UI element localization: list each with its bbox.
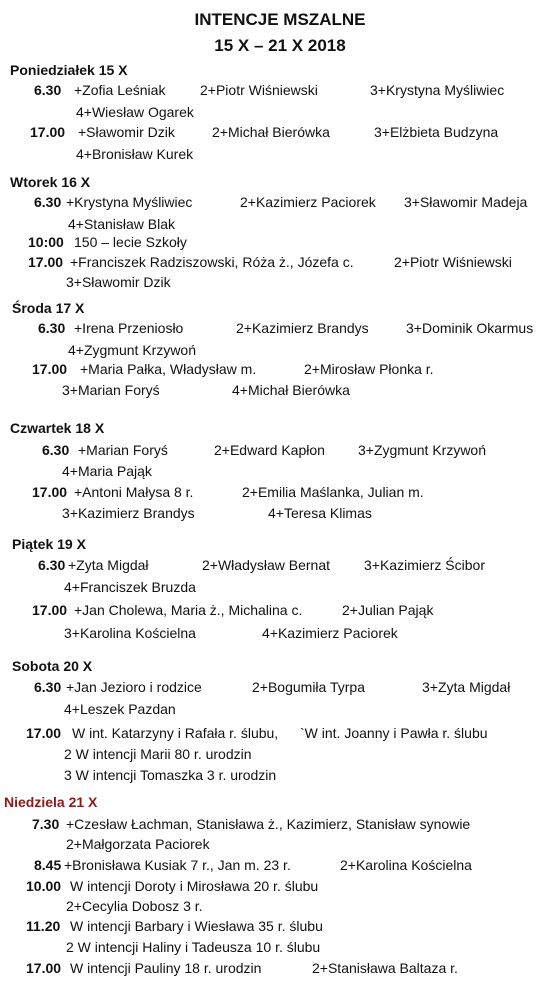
mass-time: 6.30: [42, 442, 70, 458]
mass-time: 11.20: [26, 918, 61, 934]
day-heading-thursday: Czwartek 18 X: [10, 420, 105, 436]
intention: 3+Sławomir Dzik: [66, 274, 171, 290]
mass-line: [42, 442, 486, 458]
intention: 150 – lecie Szkoły: [74, 234, 187, 250]
intention: W int. Katarzyny i Rafała r. ślubu,: [72, 725, 279, 741]
intention: 4+Maria Pająk: [62, 463, 152, 479]
mass-line: [32, 361, 434, 377]
intention: 3+Kazimierz Ścibor: [364, 557, 485, 573]
intention: 2+Piotr Wiśniewski: [394, 254, 512, 270]
intention: 3+Sławomir Madeja: [404, 194, 528, 210]
mass-line: [26, 878, 319, 894]
intention: 3+Zyta Migdał: [422, 679, 511, 695]
mass-time: 10.00: [26, 878, 62, 894]
intention: 4+Leszek Pazdan: [64, 701, 176, 717]
intention: 4+Teresa Klimas: [268, 505, 372, 521]
mass-time: 17.00: [32, 602, 68, 618]
intention: 2+Edward Kapłon: [214, 442, 325, 458]
mass-line: [64, 625, 398, 641]
mass-time: 17.00: [26, 725, 62, 741]
intention: 2+Władysław Bernat: [202, 557, 331, 573]
intention: 3+Krystyna Myśliwiec: [370, 82, 505, 98]
day-heading-friday: Piątek 19 X: [12, 536, 86, 552]
intention: +Bronisława Kusiak 7 r., Jan m. 23 r.: [64, 857, 291, 873]
intention: 4+Franciszek Bruzda: [64, 579, 196, 595]
intention: W intencji Pauliny 18 r. urodzin: [70, 960, 262, 976]
intention: 3+Marian Foryś: [62, 382, 160, 398]
mass-line: [62, 505, 372, 521]
mass-time: 6.30: [34, 679, 62, 695]
mass-line: [34, 679, 511, 695]
intention: 4+Kazimierz Paciorek: [262, 625, 398, 641]
day-heading-monday: Poniedziałek 15 X: [10, 62, 128, 78]
day-heading-sunday: Niedziela 21 X: [4, 794, 98, 810]
intention: 2 W intencji Marii 80 r. urodzin: [64, 746, 252, 762]
intention: 3+Elżbieta Budzyna: [374, 124, 499, 140]
intention: `W int. Joanny i Pawła r. ślubu: [300, 725, 488, 741]
intention: 2+Karolina Kościelna: [340, 857, 472, 873]
mass-time: 17.00: [32, 484, 68, 500]
intention: 2+Michał Bierówka: [212, 124, 330, 140]
mass-time: 17.00: [30, 124, 66, 140]
mass-time: 17.00: [26, 960, 62, 976]
intention: 2+Cecylia Dobosz 3 r.: [66, 898, 203, 914]
intention: +Franciszek Radziszowski, Róża ż., Józefa c.: [70, 254, 354, 270]
intention: +Marian Foryś: [78, 442, 168, 458]
mass-line: [32, 602, 434, 618]
mass-line: [26, 960, 458, 976]
mass-time: 7.30: [32, 816, 60, 832]
mass-time: 17.00: [28, 254, 64, 270]
day-heading-tuesday: Wtorek 16 X: [10, 174, 91, 190]
intention: +Zofia Leśniak: [74, 82, 166, 98]
intention: 4+Stanisław Blak: [68, 216, 176, 232]
intention: 3+Zygmunt Krzywoń: [358, 442, 486, 458]
intention: +Czesław Łachman, Stanisława ż., Kazimierz, Stanisław synowie: [66, 816, 471, 832]
intention: W intencji Barbary i Wiesława 35 r. ślubu: [70, 918, 323, 934]
intention: 2+Emilia Maślanka, Julian m.: [242, 484, 424, 500]
intention: 3+Dominik Okarmus: [406, 320, 534, 336]
day-heading-wednesday: Środa 17 X: [12, 300, 85, 316]
intention: 2+Kazimierz Brandys: [236, 320, 369, 336]
mass-time: 6.30: [38, 557, 66, 573]
intention: +Jan Cholewa, Maria ż., Michalina c.: [74, 602, 303, 618]
mass-line: [30, 124, 499, 140]
mass-line: [34, 857, 472, 873]
mass-time: 10:00: [28, 234, 64, 250]
mass-line: [34, 194, 528, 210]
mass-line: [28, 234, 187, 250]
intention: 2+Piotr Wiśniewski: [200, 82, 318, 98]
intention: 2+Małgorzata Paciorek: [66, 836, 210, 852]
day-heading-saturday: Sobota 20 X: [12, 658, 93, 674]
mass-line: [38, 320, 534, 336]
intention: 2+Stanisława Baltaza r.: [312, 960, 458, 976]
mass-time: 17.00: [32, 361, 68, 377]
intention: W intencji Doroty i Mirosława 20 r. ślubu: [70, 878, 319, 894]
mass-time: 6.30: [34, 82, 62, 98]
intention: 4+Michał Bierówka: [232, 382, 350, 398]
mass-line: [32, 816, 471, 832]
intention: 3+Kazimierz Brandys: [62, 505, 195, 521]
intention: 2+Bogumiła Tyrpa: [252, 679, 365, 695]
mass-time: 6.30: [38, 320, 66, 336]
intention: 4+Zygmunt Krzywoń: [68, 342, 196, 358]
intention: +Zyta Migdał: [68, 557, 149, 573]
intention: +Maria Pałka, Władysław m.: [80, 361, 257, 377]
mass-line: [28, 254, 512, 270]
intention: 3+Karolina Kościelna: [64, 625, 196, 641]
intention: +Jan Jezioro i rodzice: [66, 679, 202, 695]
mass-time: 8.45: [34, 857, 62, 873]
mass-line: [38, 557, 485, 573]
intention: +Sławomir Dzik: [78, 124, 175, 140]
mass-line: [26, 918, 323, 934]
intention: 3 W intencji Tomaszka 3 r. urodzin: [64, 767, 277, 783]
intention: +Antoni Małysa 8 r.: [74, 484, 194, 500]
intention: 2+Kazimierz Paciorek: [240, 194, 376, 210]
mass-line: [32, 484, 424, 500]
mass-time: 6.30: [34, 194, 62, 210]
intention: 2+Mirosław Płonka r.: [304, 361, 434, 377]
mass-line: [34, 82, 505, 98]
mass-line: [62, 382, 350, 398]
intention: 4+Bronisław Kurek: [76, 146, 194, 162]
intention: 2+Julian Pająk: [342, 602, 434, 618]
page-title: INTENCJE MSZALNE: [194, 10, 366, 29]
intention: 2 W intencji Haliny i Tadeusza 10 r. ślubu: [66, 939, 321, 955]
intention: 4+Wiesław Ogarek: [76, 104, 194, 120]
intention: +Irena Przeniosło: [74, 320, 184, 336]
intention: +Krystyna Myśliwiec: [66, 194, 193, 210]
mass-line: [26, 725, 488, 741]
date-range: 15 X – 21 X 2018: [214, 36, 346, 55]
